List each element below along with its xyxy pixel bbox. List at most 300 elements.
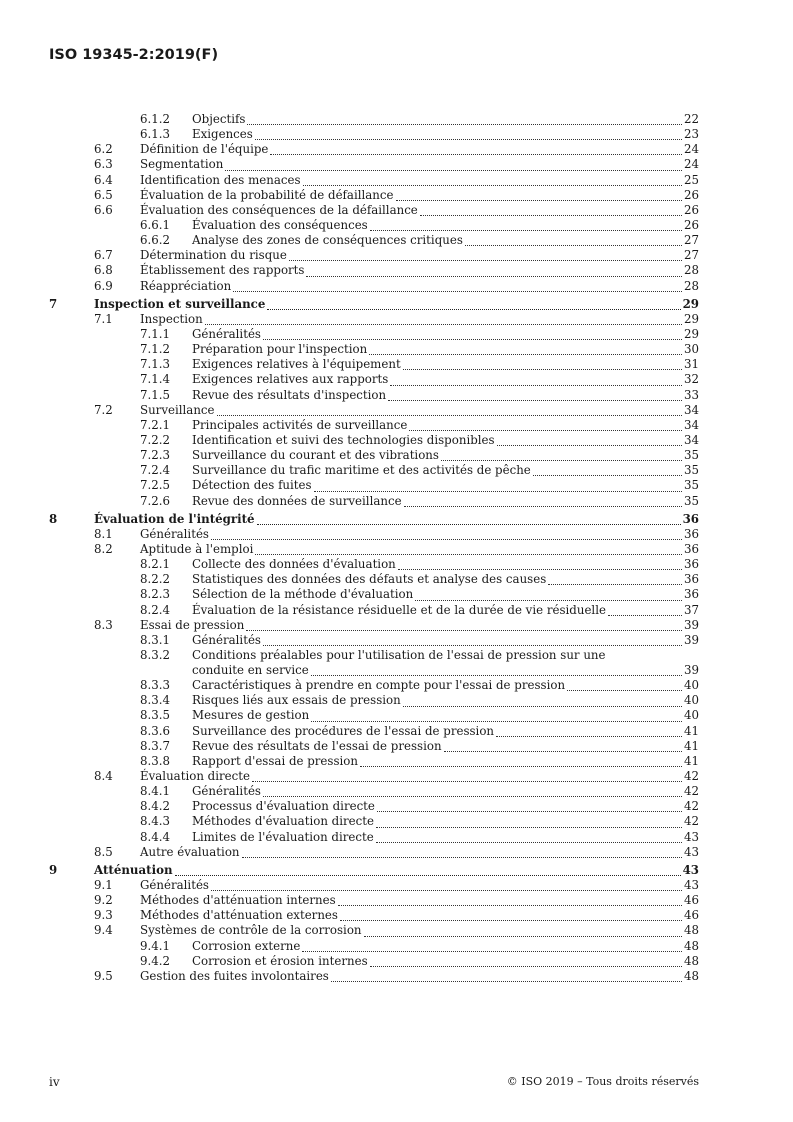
toc-entry-page: 39 [683, 632, 699, 647]
toc-entry-row [140, 203, 699, 218]
toc-entry-number: 7.2.6 [140, 493, 171, 508]
toc-entry-row [192, 557, 699, 572]
toc-entry-page: 48 [683, 968, 699, 983]
toc-entry[interactable] [49, 142, 699, 157]
toc-entry-number: 6.7 [94, 248, 113, 263]
toc-dot-leader [331, 980, 682, 982]
toc-entry-number: 6.6.1 [140, 217, 171, 232]
toc-entry[interactable] [49, 648, 699, 663]
toc-entry-row [140, 618, 699, 633]
toc-dot-leader [444, 750, 682, 752]
toc-entry-title: Évaluation de la probabilité de défaillance [140, 187, 394, 202]
toc-entry-page: 36 [683, 526, 699, 541]
toc-entry-row [94, 512, 699, 527]
toc-entry-title: Essai de pression [140, 617, 245, 632]
toc-entry-row [140, 188, 699, 203]
toc-entry[interactable] [49, 724, 699, 739]
toc-entry-row [140, 923, 699, 938]
toc-dot-leader [415, 599, 682, 601]
toc-entry[interactable] [49, 478, 699, 493]
toc-entry-title: Aptitude à l'emploi [140, 541, 254, 556]
toc-entry-row [192, 633, 699, 648]
toc-dot-leader [267, 308, 680, 310]
toc-entry-row [192, 603, 699, 618]
toc-entry-title: conduite en service [192, 663, 309, 678]
toc-entry-page: 24 [683, 142, 699, 157]
toc-entry-title: Rapport d'essai de pression [192, 753, 358, 768]
toc-entry-row [192, 572, 699, 587]
toc-dot-leader [409, 429, 682, 431]
toc-dot-leader [465, 244, 682, 246]
toc-entry[interactable] [49, 448, 699, 463]
toc-entry[interactable] [49, 342, 699, 357]
toc-entry-page: 36 [683, 541, 699, 556]
toc-entry-page: 48 [683, 923, 699, 938]
toc-entry-row [192, 372, 699, 387]
toc-entry-number: 6.8 [94, 263, 113, 278]
toc-entry-row [192, 724, 699, 739]
toc-entry-page: 22 [683, 112, 699, 126]
toc-dot-leader [403, 368, 682, 370]
toc-entry-page: 42 [683, 814, 699, 829]
toc-entry-page: 42 [683, 784, 699, 799]
toc-entry-title: Autre évaluation [140, 844, 240, 859]
toc-entry[interactable] [49, 739, 699, 754]
toc-entry-title: Identification des menaces [140, 172, 301, 187]
toc-entry-number: 9.4.2 [140, 953, 171, 968]
toc-entry-title: Méthodes d'évaluation directe [192, 814, 374, 829]
toc-entry-page: 46 [683, 893, 699, 908]
toc-entry[interactable] [49, 327, 699, 342]
toc-dot-leader [403, 705, 682, 707]
toc-dot-leader [311, 674, 682, 676]
toc-dot-leader [289, 259, 682, 261]
toc-entry-number: 9.5 [94, 968, 113, 983]
toc-entry-row [140, 908, 699, 923]
toc-entry-number: 8.2.2 [140, 572, 171, 587]
toc-entry-row [140, 263, 699, 278]
toc-entry-row [192, 830, 699, 845]
toc-entry[interactable] [49, 312, 699, 327]
toc-entry[interactable] [49, 357, 699, 372]
toc-entry[interactable] [49, 814, 699, 829]
toc-entry-row [192, 693, 699, 708]
toc-entry-row [94, 863, 699, 878]
toc-entry[interactable] [49, 939, 699, 954]
toc-dot-leader [306, 275, 682, 277]
toc-entry-page: 43 [683, 829, 699, 844]
toc-entry-row [140, 969, 699, 984]
toc-entry-title: Risques liés aux essais de pression [192, 693, 401, 708]
toc-entry-page: 24 [683, 157, 699, 172]
toc-entry[interactable] [49, 908, 699, 923]
toc-entry[interactable] [49, 799, 699, 814]
toc-entry-title: Évaluation directe [140, 769, 250, 784]
toc-entry-title: Surveillance des procédures de l'essai de pression [192, 723, 495, 738]
toc-entry-page: 36 [683, 557, 699, 572]
toc-entry-number: 9.4 [94, 923, 113, 938]
toc-entry-number: 8.3.2 [140, 647, 171, 662]
toc-dot-leader [496, 735, 682, 737]
toc-entry[interactable] [49, 279, 699, 294]
toc-dot-leader [263, 795, 682, 797]
toc-dot-leader [398, 568, 682, 570]
toc-entry-row [192, 754, 699, 769]
toc-dot-leader [360, 765, 682, 767]
toc-entry[interactable] [49, 784, 699, 799]
toc-dot-leader [548, 583, 682, 585]
toc-entry-page: 28 [683, 263, 699, 278]
toc-entry-title: Revue des résultats de l'essai de pression [192, 738, 442, 753]
toc-entry-row [140, 248, 699, 263]
toc-entry[interactable] [49, 403, 699, 418]
toc-entry-number: 8.1 [94, 526, 113, 541]
toc-entry[interactable] [49, 512, 699, 527]
toc-entry-row [192, 448, 699, 463]
toc-entry-row [192, 418, 699, 433]
toc-entry[interactable] [49, 157, 699, 172]
toc-entry-title: Généralités [192, 632, 261, 647]
toc-entry[interactable] [49, 708, 699, 723]
toc-entry-title: Corrosion externe [192, 938, 301, 953]
toc-dot-leader [263, 644, 682, 646]
toc-entry-page: 48 [683, 953, 699, 968]
toc-entry-title: Revue des résultats d'inspection [192, 387, 387, 402]
toc-entry-page: 41 [683, 738, 699, 753]
toc-entry[interactable] [49, 388, 699, 403]
toc-entry-number: 8.4 [94, 769, 113, 784]
toc-entry-number: 8.3 [94, 617, 113, 632]
toc-entry[interactable] [49, 188, 699, 203]
toc-dot-leader [252, 780, 682, 782]
toc-entry-row [192, 342, 699, 357]
toc-entry-title: Inspection [140, 311, 203, 326]
toc-entry-page: 41 [683, 753, 699, 768]
toc-entry-number: 6.6 [94, 202, 113, 217]
toc-entry-page: 29 [683, 311, 699, 326]
toc-entry-page: 35 [683, 448, 699, 463]
toc-dot-leader [255, 553, 682, 555]
toc-entry-number: 8.2.3 [140, 587, 171, 602]
toc-entry[interactable] [49, 218, 699, 233]
toc-entry[interactable] [49, 494, 699, 509]
toc-entry-title: Méthodes d'atténuation internes [140, 893, 336, 908]
toc-entry[interactable] [49, 893, 699, 908]
toc-entry-page: 43 [682, 862, 699, 877]
toc-entry-title: Généralités [192, 784, 261, 799]
toc-entry-number: 6.2 [94, 142, 113, 157]
toc-entry-row [192, 327, 699, 342]
toc-entry-title: Identification et suivi des technologies disponibles [192, 432, 495, 447]
toc-dot-leader [211, 889, 682, 891]
toc-entry-row [140, 878, 699, 893]
toc-entry-title: Atténuation [94, 862, 173, 877]
toc-dot-leader [376, 841, 682, 843]
toc-entry-title: Réappréciation [140, 278, 232, 293]
toc-entry[interactable] [49, 663, 699, 678]
toc-entry-title: Inspection et surveillance [94, 296, 266, 311]
toc-entry-page: 42 [683, 769, 699, 784]
toc-entry-page: 27 [683, 233, 699, 248]
toc-entry[interactable] [49, 845, 699, 860]
toc-entry-page: 25 [683, 172, 699, 187]
toc-entry-title: Gestion des fuites involontaires [140, 968, 329, 983]
toc-entry-title: Processus d'évaluation directe [192, 799, 375, 814]
toc-entry-page: 34 [683, 402, 699, 417]
toc-entry[interactable] [49, 923, 699, 938]
toc-entry-title: Surveillance du courant et des vibrations [192, 448, 439, 463]
toc-dot-leader [369, 353, 682, 355]
toc-entry-title: Établissement des rapports [140, 263, 305, 278]
toc-entry-page: 33 [683, 387, 699, 402]
toc-dot-leader [340, 919, 682, 921]
document-id: ISO 19345-2:2019(F) [49, 47, 219, 63]
toc-entry-title: Limites de l'évaluation directe [192, 829, 374, 844]
toc-entry-title: Évaluation de la résistance résiduelle et de la durée de vie résiduelle [192, 602, 606, 617]
toc-entry-row [192, 814, 699, 829]
toc-entry-page: 36 [682, 511, 699, 526]
toc-dot-leader [314, 490, 682, 492]
toc-entry[interactable] [49, 603, 699, 618]
toc-entry-number: 6.9 [94, 278, 113, 293]
toc-entry-row [192, 433, 699, 448]
toc-entry-title: Collecte des données d'évaluation [192, 557, 396, 572]
toc-entry-title: Définition de l'équipe [140, 142, 269, 157]
toc-dot-leader [420, 214, 682, 216]
toc-entry-page: 36 [683, 572, 699, 587]
toc-entry-page: 29 [682, 296, 699, 311]
toc-entry-number: 7.2.1 [140, 417, 171, 432]
toc-entry-number: 8.4.1 [140, 784, 171, 799]
toc-entry-row [192, 233, 699, 248]
toc-entry[interactable] [49, 557, 699, 572]
toc-entry-page: 30 [683, 342, 699, 357]
toc-entry[interactable] [49, 297, 699, 312]
toc-entry-page: 26 [683, 187, 699, 202]
toc-entry-page: 46 [683, 908, 699, 923]
toc-entry-title: Surveillance [140, 402, 215, 417]
toc-entry-row [140, 893, 699, 908]
toc-entry-number: 6.3 [94, 157, 113, 172]
toc-entry-row [192, 954, 699, 969]
toc-entry-page: 28 [683, 278, 699, 293]
toc-entry[interactable] [49, 248, 699, 263]
toc-entry-row [140, 279, 699, 294]
toc-dot-leader [242, 856, 682, 858]
toc-entry[interactable] [49, 463, 699, 478]
toc-entry-row [140, 542, 699, 557]
toc-entry-number: 8.4.3 [140, 814, 171, 829]
toc-entry-number: 6.4 [94, 172, 113, 187]
toc-dot-leader [388, 399, 682, 401]
toc-entry-number: 6.5 [94, 187, 113, 202]
toc-entry-page: 26 [683, 202, 699, 217]
toc-entry-page: 40 [683, 693, 699, 708]
toc-dot-leader [370, 229, 682, 231]
toc-entry-row [140, 142, 699, 157]
toc-dot-leader [217, 414, 682, 416]
page-number: iv [49, 1075, 60, 1089]
toc-entry-row [140, 173, 699, 188]
toc-entry-title: Méthodes d'atténuation externes [140, 908, 338, 923]
toc-entry-title: Détection des fuites [192, 478, 312, 493]
toc-dot-leader [211, 538, 682, 540]
toc-dot-leader [175, 874, 681, 876]
toc-entry-row [140, 527, 699, 542]
toc-entry-title: Évaluation de l'intégrité [94, 511, 255, 526]
toc-dot-leader [233, 290, 682, 292]
toc-entry[interactable] [49, 954, 699, 969]
toc-entry[interactable] [49, 263, 699, 278]
toc-entry[interactable] [49, 769, 699, 784]
toc-entry-number: 9.4.1 [140, 938, 171, 953]
toc-entry-row [192, 463, 699, 478]
toc-entry-title: Évaluation des conséquences de la défaillance [140, 202, 418, 217]
toc-entry-title: Statistiques des données des défauts et analyse des causes [192, 572, 547, 587]
toc-entry-title: Détermination du risque [140, 248, 287, 263]
toc-entry[interactable] [49, 969, 699, 984]
toc-dot-leader [205, 323, 682, 325]
toc-entry[interactable] [49, 433, 699, 448]
toc-entry[interactable] [49, 112, 699, 127]
toc-entry-number: 7.1.2 [140, 342, 171, 357]
toc-dot-leader [376, 826, 682, 828]
toc-entry-title: Principales activités de surveillance [192, 417, 408, 432]
toc-entry[interactable] [49, 527, 699, 542]
toc-entry-number: 8.3.1 [140, 632, 171, 647]
toc-entry-number: 7 [49, 296, 58, 311]
toc-entry-row [192, 784, 699, 799]
toc-entry-row [192, 357, 699, 372]
toc-entry-row [192, 587, 699, 602]
toc-entry[interactable] [49, 878, 699, 893]
toc-entry-page: 31 [683, 357, 699, 372]
toc-entry-number: 7.2.4 [140, 463, 171, 478]
toc-dot-leader [567, 689, 682, 691]
toc-entry-number: 7.2 [94, 402, 113, 417]
toc-entry-title: Généralités [192, 326, 261, 341]
toc-entry-number: 9.3 [94, 908, 113, 923]
toc-entry[interactable] [49, 127, 699, 142]
toc-entry-page: 35 [683, 493, 699, 508]
toc-entry-number: 8.4.4 [140, 829, 171, 844]
toc-entry-number: 9 [49, 862, 58, 877]
toc-entry-number: 8.3.6 [140, 723, 171, 738]
toc-dot-leader [364, 935, 682, 937]
toc-dot-leader [390, 384, 682, 386]
toc-entry-row [192, 678, 699, 693]
toc-entry-page: 40 [683, 708, 699, 723]
toc-entry-number: 7.2.2 [140, 432, 171, 447]
toc-entry-number: 7.2.5 [140, 478, 171, 493]
toc-entry-number: 6.1.2 [140, 112, 171, 126]
toc-dot-leader [257, 523, 681, 525]
toc-entry-row [192, 494, 699, 509]
toc-entry-row [192, 739, 699, 754]
toc-entry-number: 8.3.4 [140, 693, 171, 708]
toc-entry[interactable] [49, 587, 699, 602]
toc-entry-row [192, 218, 699, 233]
toc-entry-page: 43 [683, 878, 699, 893]
toc-entry[interactable] [49, 633, 699, 648]
toc-dot-leader [370, 965, 682, 967]
toc-entry-title: Conditions préalables pour l'utilisation de l'essai de pression sur une [192, 647, 606, 662]
toc-entry-row [140, 403, 699, 418]
toc-entry-number: 6.1.3 [140, 127, 171, 142]
toc-entry-number: 7.1 [94, 311, 113, 326]
toc-entry-number: 8.5 [94, 844, 113, 859]
toc-entry-row [192, 708, 699, 723]
toc-entry-number: 7.1.4 [140, 372, 171, 387]
toc-dot-leader [338, 904, 682, 906]
toc-entry-number: 8.3.8 [140, 753, 171, 768]
toc-dot-leader [404, 505, 682, 507]
toc-dot-leader [311, 720, 682, 722]
toc-dot-leader [246, 629, 682, 631]
toc-entry[interactable] [49, 572, 699, 587]
toc-entry-number: 8.2 [94, 541, 113, 556]
toc-entry-number: 7.1.3 [140, 357, 171, 372]
toc-entry-row [192, 388, 699, 403]
toc-entry-number: 8.2.4 [140, 602, 171, 617]
toc-entry-page: 27 [683, 248, 699, 263]
toc-entry-page: 26 [683, 217, 699, 232]
toc-dot-leader [302, 950, 682, 952]
toc-dot-leader [608, 614, 682, 616]
toc-entry-title: Généralités [140, 878, 209, 893]
toc-entry-title: Sélection de la méthode d'évaluation [192, 587, 414, 602]
toc-dot-leader [225, 169, 682, 171]
toc-entry-row [140, 312, 699, 327]
toc-dot-leader [263, 338, 682, 340]
toc-entry-title: Préparation pour l'inspection [192, 342, 368, 357]
toc-entry[interactable] [49, 754, 699, 769]
toc-entry-number: 7.2.3 [140, 448, 171, 463]
toc-entry[interactable] [49, 418, 699, 433]
toc-entry-row [140, 845, 699, 860]
toc-dot-leader [255, 138, 682, 140]
toc-entry[interactable] [49, 203, 699, 218]
toc-entry[interactable] [49, 678, 699, 693]
toc-entry-number: 9.2 [94, 893, 113, 908]
toc-entry[interactable] [49, 173, 699, 188]
toc-entry[interactable] [49, 693, 699, 708]
toc-entry-title: Analyse des zones de conséquences critiques [192, 233, 463, 248]
copyright-notice: © ISO 2019 – Tous droits réservés [506, 1075, 699, 1088]
toc-entry-title: Objectifs [192, 112, 246, 126]
toc-entry-number: 8.2.1 [140, 557, 171, 572]
toc-entry[interactable] [49, 372, 699, 387]
toc-dot-leader [396, 199, 682, 201]
toc-entry-page: 35 [683, 478, 699, 493]
table-of-contents [49, 112, 699, 984]
toc-entry[interactable] [49, 830, 699, 845]
toc-entry-row [140, 157, 699, 172]
toc-entry-row [192, 127, 699, 142]
toc-entry-title: Généralités [140, 526, 209, 541]
toc-entry[interactable] [49, 233, 699, 248]
toc-entry-number: 8.3.3 [140, 678, 171, 693]
toc-entry[interactable] [49, 863, 699, 878]
toc-entry[interactable] [49, 618, 699, 633]
toc-entry-page: 37 [683, 602, 699, 617]
toc-entry-number: 8.3.7 [140, 738, 171, 753]
toc-dot-leader [377, 810, 682, 812]
toc-entry-page: 42 [683, 799, 699, 814]
toc-entry[interactable] [49, 542, 699, 557]
toc-entry-title: Systèmes de contrôle de la corrosion [140, 923, 362, 938]
toc-dot-leader [270, 153, 682, 155]
